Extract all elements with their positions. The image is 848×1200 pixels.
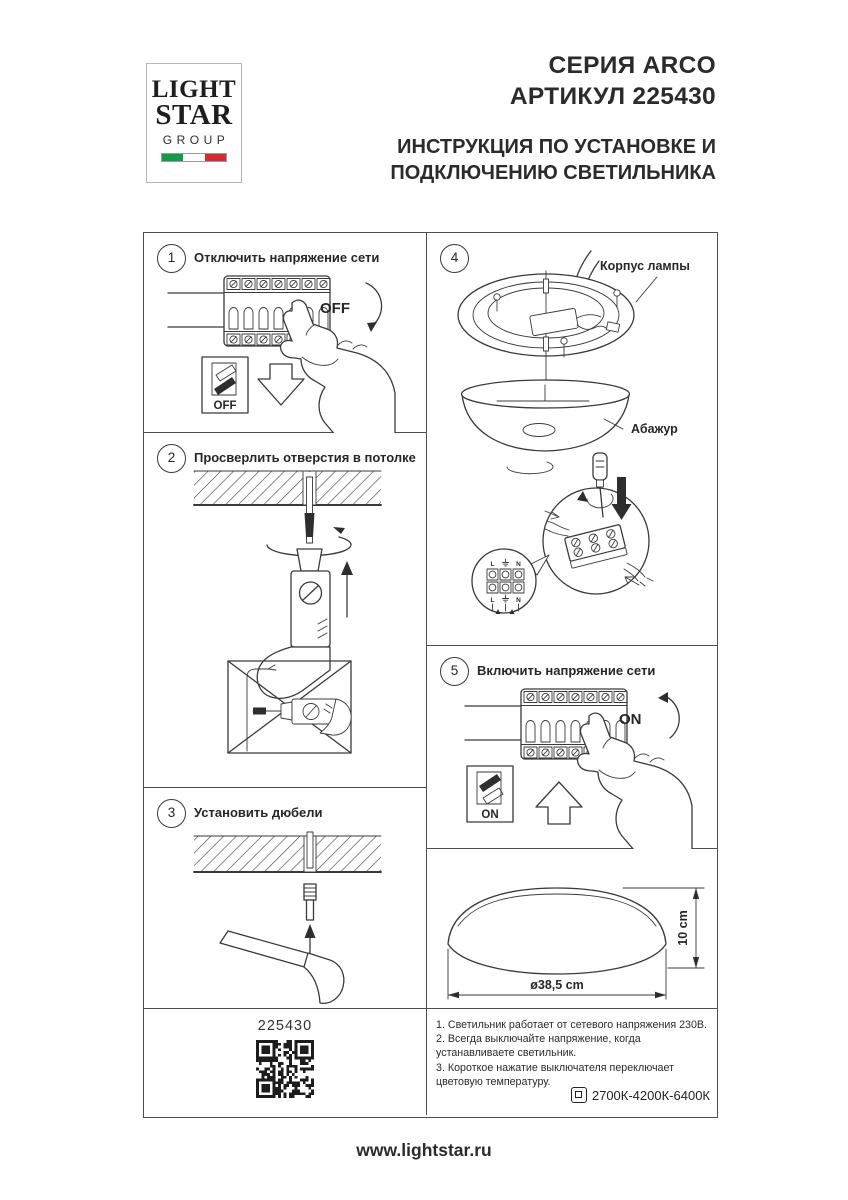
article-qr-panel: [144, 1009, 427, 1115]
diameter-dimension-label: ø38,5 cm: [530, 978, 584, 992]
series-title: СЕРИЯ ARCO: [548, 52, 716, 79]
step-2-title: Просверлить отверстия в потолке: [194, 450, 416, 465]
color-temperature-row: [571, 1087, 710, 1104]
title-block: [390, 50, 716, 186]
breaker-off-label: OFF: [320, 300, 350, 317]
article-title: АРТИКУЛ 225430: [509, 83, 716, 110]
height-dimension-label: 10 cm: [676, 910, 690, 946]
step-1-panel: [144, 233, 427, 433]
note-line-5: цветовую температуру.: [436, 1075, 551, 1088]
press-down-arrow-icon: [617, 477, 626, 504]
lamp-body-label: Корпус лампы: [600, 259, 690, 273]
step-5-panel: [427, 646, 717, 849]
article-number: 225430: [257, 1018, 313, 1034]
instruction-grid: [143, 232, 718, 1118]
website-url: www.lightstar.ru: [356, 1140, 492, 1160]
terminal-front-detail: [472, 549, 549, 614]
drilled-hole-pin: [307, 832, 313, 868]
shade-label: Абажур: [631, 422, 678, 436]
step-3-panel: [144, 788, 427, 1009]
subtitle-line-1: ИНСТРУКЦИЯ ПО УСТАНОВКЕ И: [397, 136, 716, 158]
notes-panel: [427, 1009, 717, 1115]
step-2-illustration: [144, 433, 427, 788]
step-3-number: 3: [157, 799, 186, 828]
rocker-switch-off-icon: [202, 357, 248, 413]
breaker-on-label: ON: [619, 711, 642, 728]
note-line-3: устанавливаете светильник.: [436, 1047, 577, 1060]
step-4-illustration: [427, 233, 717, 646]
qr-code: [256, 1040, 314, 1098]
logo-word-group: GROUP: [162, 133, 230, 147]
color-temperature-values: 2700К-4200К-6400К: [591, 1087, 710, 1103]
svg-text:N: N: [516, 597, 521, 604]
step-2-panel: [144, 433, 427, 788]
ceiling-hatch: [194, 836, 381, 872]
subtitle-line-2: ПОДКЛЮЧЕНИЮ СВЕТИЛЬНИКА: [390, 162, 716, 184]
down-arrow-icon: [258, 364, 304, 405]
lightstar-logo: [146, 63, 242, 183]
step-4-number: 4: [440, 244, 469, 273]
step-4-panel: [427, 233, 717, 646]
note-line-4: 3. Короткое нажатие выключателя переключает: [436, 1061, 674, 1074]
dimensions-panel: [427, 849, 717, 1009]
step-3-title: Установить дюбели: [194, 805, 323, 820]
dowel-icon: [304, 884, 316, 920]
drill-icon: [257, 477, 351, 698]
hammer-icon: [220, 931, 344, 1003]
svg-text:L: L: [490, 597, 495, 604]
italian-flag-bar: [161, 153, 227, 162]
ceiling-hatch: [194, 471, 381, 505]
logo-word-star: STAR: [155, 99, 233, 131]
up-arrow-icon: [536, 782, 582, 824]
step-1-number: 1: [157, 244, 186, 273]
switch-off-label: OFF: [213, 400, 237, 412]
switch-on-label: ON: [481, 809, 499, 821]
wall-switch-icon: [571, 1087, 587, 1103]
rotate-down-arrow-icon: [366, 283, 382, 325]
terminal-n-label: N: [516, 561, 521, 568]
step-2-number: 2: [157, 444, 186, 473]
terminal-l-label: L: [490, 561, 495, 568]
logo-word-light: LIGHT: [151, 76, 237, 103]
step-3-illustration: [144, 788, 427, 1009]
note-line-2: 2. Всегда выключайте напряжение, когда: [436, 1033, 641, 1046]
step-5-number: 5: [440, 657, 469, 686]
lamp-dimensions-drawing: [427, 849, 717, 1009]
step-1-title: Отключить напряжение сети: [194, 250, 380, 265]
rocker-switch-on-icon: [467, 766, 513, 822]
step-5-title: Включить напряжение сети: [477, 663, 656, 678]
note-line-1: 1. Светильник работает от сетевого напряжения 230В.: [436, 1019, 708, 1031]
